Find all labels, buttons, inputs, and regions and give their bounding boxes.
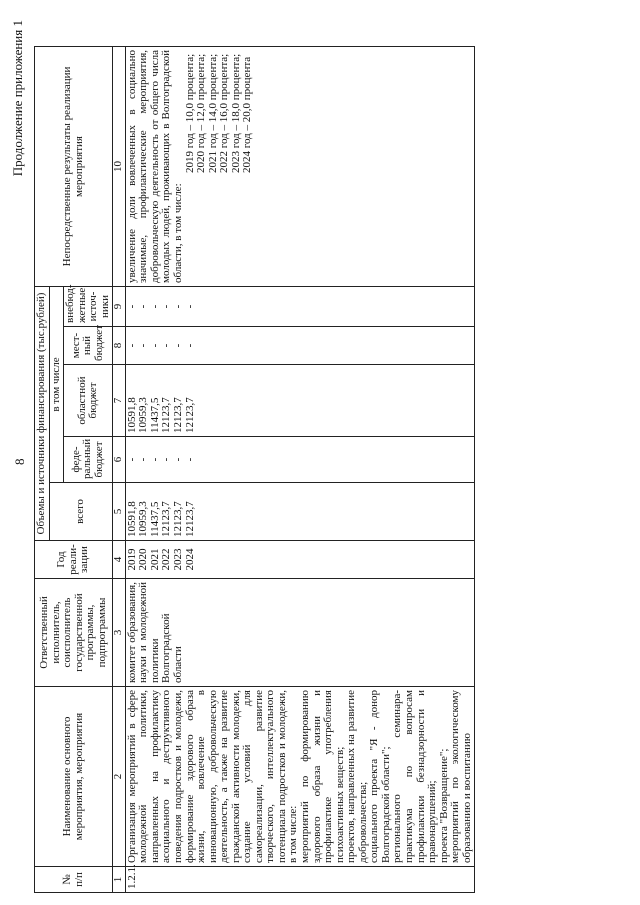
total-value: 12123,7	[160, 501, 173, 537]
header-local: мест- ный бюджет	[64, 327, 113, 365]
row-number: 1.2.1.	[125, 867, 474, 893]
extra-value: -	[160, 304, 173, 309]
table-row	[125, 46, 474, 892]
col-number: 6	[113, 437, 126, 483]
header-num: № п/п	[35, 867, 113, 893]
result-year: 2020 год – 12,0 процента;	[195, 53, 208, 173]
federal-value: -	[125, 457, 138, 462]
regional-value: 11437,5	[148, 397, 161, 433]
result-year: 2023 год – 18,0 процента;	[229, 53, 242, 173]
activity-line: проекта "Возвращение";	[437, 748, 450, 863]
page-number: 8	[12, 458, 27, 465]
header-year: Год реали- зации	[35, 541, 113, 579]
total-value: 12123,7	[183, 501, 196, 537]
federal-value: -	[183, 457, 196, 462]
extra-value: -	[148, 304, 161, 309]
header-financing: Объемы и источники финансирования (тыс.рублей)	[35, 286, 50, 540]
activity-line: проектов, направленных на развитие добровольчества;	[345, 690, 369, 863]
result-year: 2022 год – 16,0 процента;	[218, 53, 231, 173]
activity-line: мероприятий по экологическому образованию и воспитанию	[449, 690, 473, 863]
header-regional: областной бюджет	[64, 365, 113, 437]
activity-line: социального проекта "Я - донор Волгоградской области";	[368, 690, 392, 863]
local-value: -	[148, 343, 161, 348]
header-name: Наименование основного мероприятия, мероприятия	[35, 687, 113, 867]
federal-value: -	[172, 457, 185, 462]
col-number: 4	[113, 541, 126, 579]
regional-value: 12123,7	[160, 397, 173, 433]
local-list	[125, 327, 474, 365]
year: 2024	[183, 548, 196, 571]
executor: комитет образования, науки и молодежной политики Волгоградской области	[125, 579, 474, 687]
header-result: Непосредственные результаты реализации мероприятия	[35, 46, 113, 286]
result-year: 2021 год – 14,0 процента;	[206, 53, 219, 173]
total-value: 11437,5	[148, 501, 161, 537]
extra-value: -	[172, 304, 185, 309]
total-value: 10591,8	[125, 501, 138, 537]
col-number: 7	[113, 365, 126, 437]
extra-list	[125, 286, 474, 326]
regional-list	[125, 365, 474, 437]
local-value: -	[125, 343, 138, 348]
year: 2022	[160, 548, 173, 571]
header-total: всего	[49, 483, 113, 541]
federal-value: -	[137, 457, 150, 462]
year: 2021	[148, 548, 161, 571]
col-number: 5	[113, 483, 126, 541]
totals-list	[125, 483, 474, 541]
total-value: 10959,3	[137, 501, 150, 537]
extra-value: -	[137, 304, 150, 309]
result-year: 2024 год – 20,0 процента	[241, 56, 254, 173]
header-including: в том числе	[49, 286, 64, 482]
extra-value: -	[125, 304, 138, 309]
activity-line: Организация мероприятий в сфере молодежной политики, направленных на профилактику асоциального и деструктивного поведения подростков и молодежи, формирование здорового образа жизни, вовлечение в инновационную, добровольческую деятельность, а также на развитие гражданской активности молодежи, создание условий для самореализации, развитие творческого, интеллектуального потенциала подростков и молодежи, в том числе:	[125, 690, 300, 863]
local-value: -	[160, 343, 173, 348]
regional-value: 12123,7	[183, 397, 196, 433]
regional-value: 10591,8	[125, 397, 138, 433]
header-federal: феде- ральный бюджет	[64, 437, 113, 483]
federal-value: -	[160, 457, 173, 462]
col-number: 3	[113, 579, 126, 687]
col-number: 8	[113, 327, 126, 365]
result-cell	[125, 46, 474, 286]
result-intro: увеличение доли вовлеченных в социально значимые, профилактические мероприятия, добровольческую деятельность от общего числа молодых людей, проживающих в Волгоградской области, в том числе:	[125, 49, 185, 283]
year: 2019	[125, 548, 138, 571]
activity-name	[125, 687, 474, 867]
activity-line: регионального семинара-практикума по вопросам профилактики безнадзорности и правонарушений;	[391, 690, 439, 863]
program-table	[34, 46, 475, 893]
activity-line: мероприятий по формированию здорового образа жизни и профилактике употребления психоактивных веществ;	[299, 690, 346, 863]
result-year: 2019 год – 10,0 процента;	[183, 53, 196, 173]
local-value: -	[183, 343, 196, 348]
local-value: -	[137, 343, 150, 348]
regional-value: 10959,3	[137, 397, 150, 433]
col-number: 10	[113, 46, 126, 286]
header-extra: внебюд- жетные источ- ники	[64, 286, 113, 326]
col-number: 1	[113, 867, 126, 893]
col-number: 9	[113, 286, 126, 326]
year: 2023	[172, 548, 185, 571]
federal-list	[125, 437, 474, 483]
total-value: 12123,7	[172, 501, 185, 537]
header-executor: Ответственный исполнитель, соисполнитель государственной программы, подпрограммы	[35, 579, 113, 687]
regional-value: 12123,7	[172, 397, 185, 433]
extra-value: -	[183, 304, 196, 309]
local-value: -	[172, 343, 185, 348]
years-list	[125, 541, 474, 579]
federal-value: -	[148, 457, 161, 462]
continuation-note: Продолжение приложения 1	[10, 20, 25, 177]
col-number: 2	[113, 687, 126, 867]
year: 2020	[137, 548, 150, 571]
